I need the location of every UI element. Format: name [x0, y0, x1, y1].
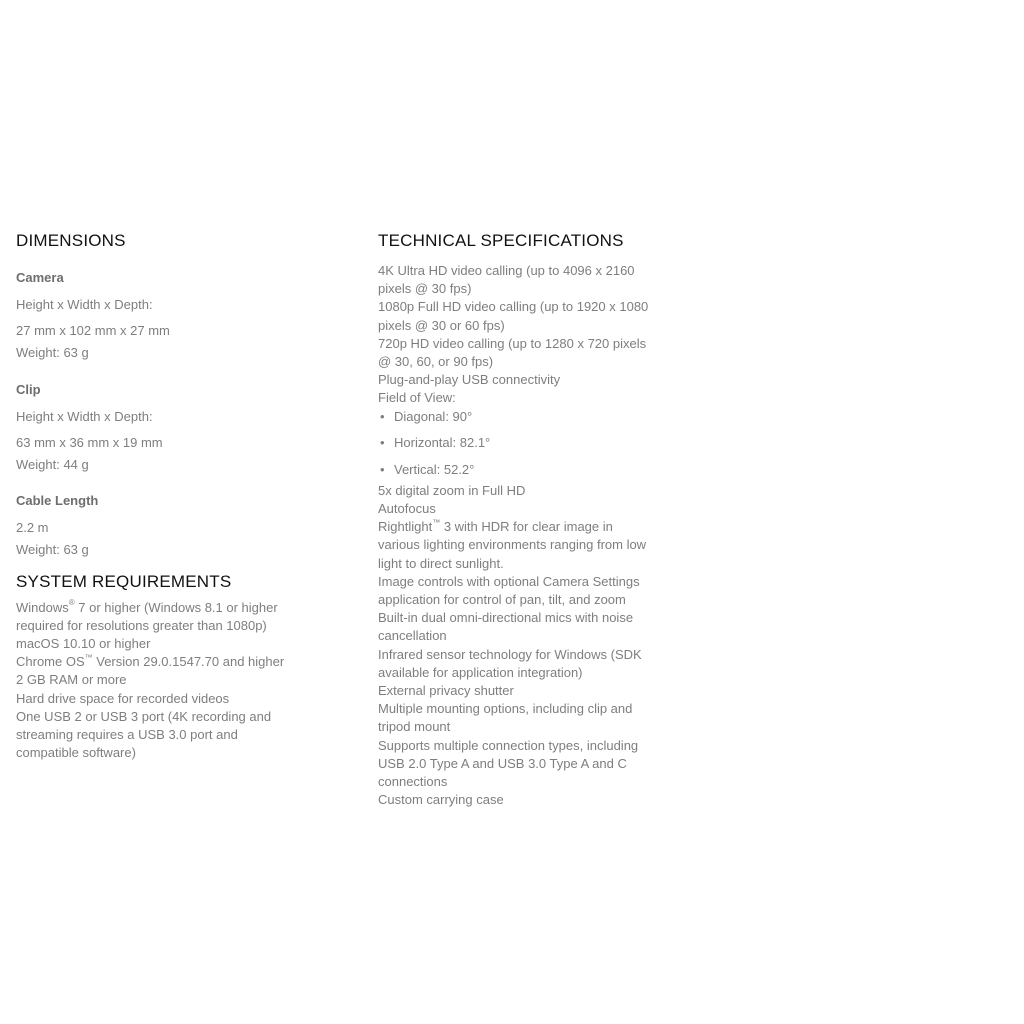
camera-size-label: Height x Width x Depth:: [16, 297, 153, 312]
spec-line: various lighting environments ranging from low: [378, 537, 647, 553]
spec-line: Custom carrying case: [378, 792, 504, 808]
dimensions-heading: DIMENSIONS: [16, 231, 126, 250]
windows-name: Windows: [16, 599, 69, 615]
spec-line: Built-in dual omni-directional mics with noise: [378, 610, 634, 626]
rightlight-rest: 3 with HDR for clear image in: [440, 519, 613, 535]
cable-weight: Weight: 63 g: [16, 542, 89, 558]
spec-line: cancellation: [378, 628, 447, 644]
fov-vertical: [378, 461, 668, 479]
left-column: [16, 230, 316, 762]
spec-line: Plug-and-play USB connectivity: [378, 372, 561, 388]
fov-horizontal: [378, 434, 668, 452]
chrome-requirement: [16, 653, 316, 671]
right-column: [378, 230, 668, 809]
camera-dimensions: [16, 269, 316, 363]
field-of-view-list: [378, 408, 668, 479]
chrome-rest: Version 29.0.1547.70 and higher: [92, 654, 285, 670]
fov-diagonal: [378, 408, 668, 426]
technical-specifications-heading: TECHNICAL SPECIFICATIONS: [378, 231, 624, 250]
windows-requirement-cont: required for resolutions greater than 1080p): [16, 617, 267, 633]
cable-dimensions: [16, 492, 316, 559]
hdd-requirement: Hard drive space for recorded videos: [16, 690, 230, 706]
bullet-icon: •: [380, 435, 385, 451]
spec-line: Infrared sensor technology for Windows (SDK: [378, 646, 642, 662]
spec-line: Image controls with optional Camera Settings: [378, 573, 640, 589]
spec-line: USB 2.0 Type A and USB 3.0 Type A and C: [378, 755, 627, 771]
spec-line: External privacy shutter: [378, 683, 514, 699]
clip-size-value: 63 mm x 36 mm x 19 mm: [16, 434, 163, 450]
trademark-mark: ™: [84, 652, 93, 662]
spec-line: pixels @ 30 fps): [378, 281, 472, 297]
rightlight-spec: [378, 518, 668, 536]
spec-line: connections: [378, 774, 448, 790]
windows-rest: 7 or higher (Windows 8.1 or higher: [74, 599, 278, 615]
spacer: [16, 474, 316, 492]
system-requirements-heading: SYSTEM REQUIREMENTS: [16, 571, 232, 591]
ram-requirement: 2 GB RAM or more: [16, 672, 127, 688]
spec-line: 720p HD video calling (up to 1280 x 720 pixels: [378, 335, 647, 351]
windows-requirement: [16, 599, 316, 617]
usb-requirement: One USB 2 or USB 3 port (4K recording and: [16, 708, 272, 724]
clip-dimensions: [16, 381, 316, 475]
macos-requirement: macOS 10.10 or higher: [16, 636, 151, 652]
spec-line: application for control of pan, tilt, and zoom: [378, 592, 626, 608]
spec-line: pixels @ 30 or 60 fps): [378, 317, 505, 333]
camera-weight: Weight: 63 g: [16, 345, 89, 361]
usb-requirement-cont: compatible software): [16, 745, 136, 761]
chrome-name: Chrome OS: [16, 654, 85, 670]
clip-heading: Clip: [16, 381, 41, 397]
fov-value: Horizontal: 82.1°: [394, 435, 491, 451]
cable-heading: Cable Length: [16, 493, 99, 509]
tech-spec-list: [378, 262, 668, 809]
rightlight-name: Rightlight: [378, 519, 433, 535]
registered-mark: ®: [68, 598, 75, 608]
bullet-icon: •: [380, 408, 385, 424]
spec-line: light to direct sunlight.: [378, 555, 504, 571]
spec-line: 5x digital zoom in Full HD: [378, 482, 526, 498]
spec-line: available for application integration): [378, 664, 583, 680]
fov-value: Vertical: 52.2°: [394, 461, 475, 477]
bullet-icon: •: [380, 461, 385, 477]
spec-line: 1080p Full HD video calling (up to 1920 x 1080: [378, 299, 649, 315]
spec-line: @ 30, 60, or 90 fps): [378, 354, 494, 370]
fov-value: Diagonal: 90°: [394, 408, 473, 424]
camera-size-value: 27 mm x 102 mm x 27 mm: [16, 323, 170, 339]
spec-line: tripod mount: [378, 719, 451, 735]
spec-line: Autofocus: [378, 501, 436, 517]
usb-requirement-cont: streaming requires a USB 3.0 port and: [16, 727, 238, 743]
system-requirements-list: [16, 599, 316, 763]
cable-length-value: 2.2 m: [16, 520, 49, 536]
clip-size-label: Height x Width x Depth:: [16, 408, 153, 424]
trademark-mark: ™: [432, 517, 441, 527]
clip-weight: Weight: 44 g: [16, 457, 89, 473]
spec-line: Supports multiple connection types, including: [378, 737, 639, 753]
spacer: [16, 363, 316, 381]
spec-line: Multiple mounting options, including clip and: [378, 701, 633, 717]
camera-heading: Camera: [16, 270, 64, 285]
field-of-view-label: Field of View:: [378, 390, 456, 406]
spec-line: 4K Ultra HD video calling (up to 4096 x 2160: [378, 263, 635, 278]
